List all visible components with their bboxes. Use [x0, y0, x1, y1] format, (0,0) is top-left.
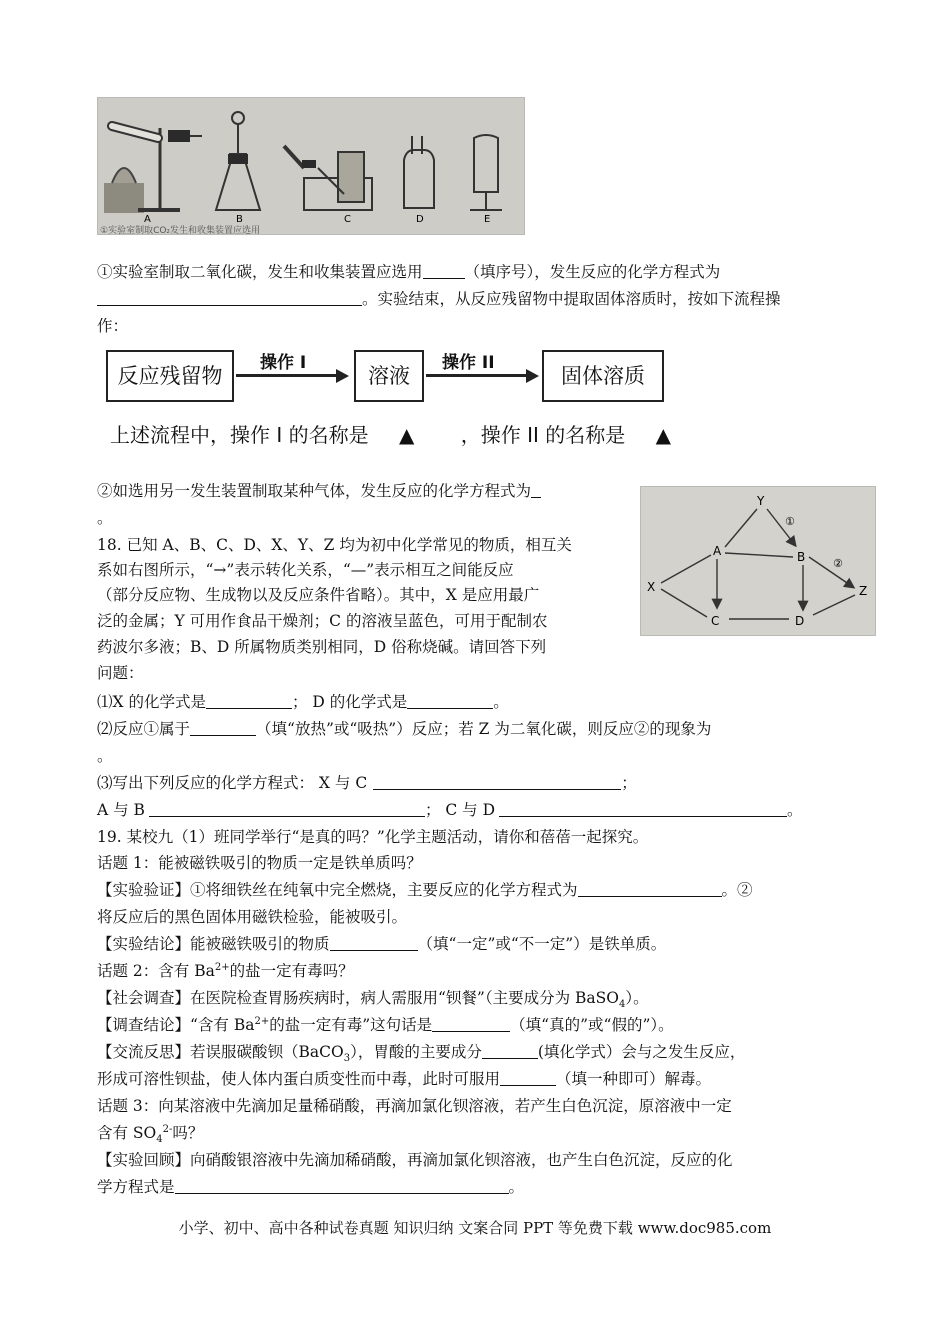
diagram-node-b: B	[797, 550, 806, 564]
diagram-node-y: Y	[757, 494, 765, 508]
flow-question	[110, 420, 750, 450]
answer-blank[interactable]	[432, 1015, 510, 1032]
q19-verify-line-1	[97, 877, 857, 904]
flow-question-text: 上述流程中，操作 I 的名称是	[110, 423, 369, 447]
q19-text: （填一种即可）解毒。	[556, 1070, 712, 1088]
q19-text: 。	[508, 1178, 525, 1196]
q19-text: 话题 2：含有 Ba	[97, 962, 215, 980]
q19-text: 【实验结论】能被磁铁吸引的物质	[97, 935, 330, 953]
q19-text: 【交流反思】若误服碳酸钡（BaCO	[97, 1043, 344, 1061]
q18-sub1	[97, 689, 857, 716]
subscript: 4	[619, 999, 626, 1011]
answer-blank[interactable]	[97, 289, 362, 306]
apparatus-caption-fragment: ①实验室制取CO₂发生和收集装置应选用	[100, 226, 261, 234]
answer-blank[interactable]	[190, 719, 256, 736]
q18-line-4: 泛的金属；Y 可用作食品干燥剂；C 的溶液呈蓝色，可用于配制农	[97, 612, 548, 630]
q18-line-1: 18. 已知 A、B、C、D、X、Y、Z 均为初中化学常见的物质，相互关	[97, 536, 572, 554]
q18-line-2: 系如右图所示，“→”表示转化关系，“—”表示相互之间能反应	[97, 561, 514, 579]
q18-text: 。	[493, 693, 509, 711]
subscript: 3	[343, 1053, 351, 1065]
q19-text: 学方程式是	[97, 1178, 175, 1196]
q19-topic-2	[97, 958, 857, 985]
diagram-node-d: D	[795, 614, 805, 628]
q18-line-6: 问题：	[97, 664, 144, 682]
q17-text: ①实验室制取二氧化碳，发生和收集装置应选用	[97, 263, 423, 281]
q19-title: 19. 某校九（1）班同学举行“是真的吗？”化学主题活动，请你和蓓蓓一起探究。	[97, 828, 649, 846]
q19-text: 的盐一定有毒吗？	[229, 962, 354, 980]
q18-text: （填“放热”或“吸热”）反应；若 Z 为二氧化碳，则反应②的现象为	[256, 720, 712, 738]
q18-text: ⑴X 的化学式是	[97, 693, 206, 711]
answer-blank[interactable]	[423, 262, 465, 279]
apparatus-label: E	[484, 214, 491, 225]
q19-verify-line-2: 将反应后的黑色固体用磁铁检验，能被吸引。	[97, 908, 408, 926]
q18-text: ⑵反应①属于	[97, 720, 191, 738]
diagram-marker-1: ①	[785, 515, 795, 528]
q19-review-line-2	[97, 1174, 857, 1201]
q19-text: 【社会调查】在医院检查胃肠疾病时，病人需服用“钡餐”（主要成分为 BaSO	[97, 989, 619, 1007]
q17-text: 。实验结束，从反应残留物中提取固体溶质时，按如下流程操	[362, 290, 781, 308]
flow-operation-1: 操作 I	[260, 353, 307, 373]
q17-line-2	[97, 286, 857, 313]
q18-sub3	[97, 770, 857, 797]
q18-text: ；	[621, 774, 637, 792]
q19-text: （填“真的”或“假的”）。	[510, 1016, 674, 1034]
q17-text: ②如选用另一发生装置制取某种气体，发生反应的化学方程式为	[97, 482, 532, 500]
q17-line-1	[97, 259, 857, 286]
q17-text: （填序号），发生反应的化学方程式为	[464, 263, 721, 281]
q19-text: 。②	[721, 881, 753, 899]
q19-text: 吗？	[172, 1124, 204, 1142]
flow-operation-2: 操作 II	[442, 353, 495, 373]
apparatus-label: C	[344, 214, 351, 225]
apparatus-label: D	[416, 214, 424, 225]
q19-text: 【调查结论】“含有 Ba	[97, 1016, 255, 1034]
q18-text: ； C 与 D	[424, 801, 496, 819]
q19-text: 【实验验证】①将细铁丝在纯氧中完全燃烧，主要反应的化学方程式为	[97, 881, 578, 899]
answer-triangle-marker: ▲	[655, 423, 671, 447]
apparatus-drawing	[98, 98, 524, 234]
q18-text: A 与 B	[97, 801, 145, 819]
answer-blank[interactable]	[531, 481, 541, 498]
answer-blank[interactable]	[578, 880, 722, 897]
answer-blank[interactable]	[175, 1177, 509, 1194]
q18-text: ⑶写出下列反应的化学方程式： X 与 C	[97, 774, 368, 792]
q18-text: 。	[97, 747, 113, 765]
answer-triangle-marker: ▲	[398, 423, 415, 447]
flow-box-solution: 溶液	[354, 350, 424, 402]
arrow-right-icon	[526, 369, 539, 383]
answer-blank[interactable]	[500, 1069, 556, 1086]
q19-reflect-line-1	[97, 1039, 857, 1066]
answer-blank[interactable]	[407, 692, 493, 709]
subscript: 4	[156, 1134, 163, 1146]
diagram-node-x: X	[647, 580, 656, 594]
q18-sub3-line2	[97, 797, 857, 824]
q18-line-5: 药波尔多液；B、D 所属物质类别相同，D 俗称烧碱。请回答下列	[97, 638, 547, 656]
q19-survey	[97, 985, 857, 1012]
q18-sub2	[97, 716, 857, 743]
answer-blank[interactable]	[499, 800, 787, 817]
q19-topic-3-line-2	[97, 1120, 857, 1147]
q19-text: （填“一定”或“不一定”）是铁单质。	[417, 935, 667, 953]
flow-box-solid: 固体溶质	[542, 350, 664, 402]
flow-question-text: ，操作 II 的名称是	[460, 423, 626, 447]
flow-arrow	[236, 374, 336, 377]
q19-conclusion	[97, 931, 857, 958]
apparatus-label: B	[236, 214, 243, 225]
diagram-node-c: C	[711, 614, 720, 628]
diagram-node-a: A	[713, 544, 722, 558]
diagram-node-z: Z	[859, 584, 868, 598]
arrow-right-icon	[336, 369, 349, 383]
q18-text: 。	[787, 801, 803, 819]
flow-arrow	[426, 374, 526, 377]
apparatus-photo	[97, 97, 525, 235]
q19-text: 形成可溶性钡盐，使人体内蛋白质变性而中毒，此时可服用	[97, 1070, 501, 1088]
q17-line-3	[97, 313, 857, 340]
q18-text: ； D 的化学式是	[291, 693, 408, 711]
answer-blank[interactable]	[330, 934, 418, 951]
q19-text: (填化学式）会与之发生反应，	[537, 1043, 746, 1061]
q17-text: 作：	[97, 317, 129, 335]
flow-box-residue: 反应残留物	[106, 350, 234, 402]
q19-text: ），胃酸的主要成分	[350, 1043, 482, 1061]
q18-line-3: （部分反应物、生成物以及反应条件省略）。其中，X 是应用最广	[97, 586, 540, 604]
superscript: 2-	[162, 1123, 173, 1135]
process-flow	[106, 350, 666, 405]
q19-topic-3-line-1: 话题 3：向某溶液中先滴加足量稀硝酸，再滴加氯化钡溶液，若产生白色沉淀，原溶液中一定	[97, 1097, 732, 1115]
diagram-marker-2: ②	[833, 557, 843, 570]
answer-blank[interactable]	[206, 692, 292, 709]
answer-blank[interactable]	[482, 1042, 538, 1059]
superscript: 2+	[214, 961, 230, 973]
q18-sub2-end	[97, 743, 857, 770]
answer-blank[interactable]	[149, 800, 425, 817]
q19-review-line-1: 【实验回顾】向硝酸银溶液中先滴加稀硝酸，再滴加氯化钡溶液，也产生白色沉淀，反应的化	[97, 1151, 733, 1169]
q19-reflect-line-2	[97, 1066, 857, 1093]
page-footer: 小学、初中、高中各种试卷真题 知识归纳 文案合同 PPT 等免费下载 www.doc985.com	[178, 1219, 772, 1237]
q19-result	[97, 1012, 857, 1039]
superscript: 2+	[254, 1015, 270, 1027]
q19-text: 含有 SO	[97, 1124, 157, 1142]
apparatus-label: A	[144, 214, 151, 225]
q19-text: ）。	[625, 989, 649, 1007]
q19-topic-1: 话题 1：能被磁铁吸引的物质一定是铁单质吗？	[97, 854, 422, 872]
answer-blank[interactable]	[373, 773, 621, 790]
q19-text: 的盐一定有毒”这句话是	[269, 1016, 433, 1034]
q17-text: 。	[97, 509, 113, 527]
